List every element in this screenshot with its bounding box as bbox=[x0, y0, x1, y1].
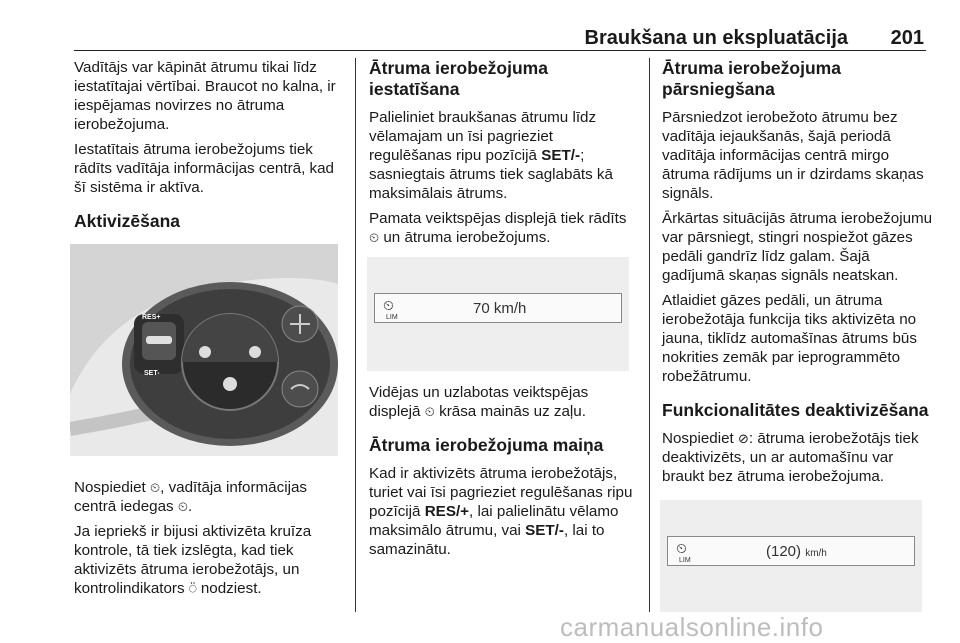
paragraph: Vadītājs var kāpināt ātrumu tikai līdz iestatītajai vērtībai. Braucot no kalna, ir iespējamas novirzes no ātruma ierobežojuma. bbox=[74, 59, 336, 133]
paragraph: Pārsniedzot ierobežoto ātrumu bez vadītāja iejaukšanās, šajā periodā vadītāja informācijas centrā mirgo ātruma rādījums un ir dzirdams skaņas signāls. bbox=[662, 109, 924, 202]
set-label: SET- bbox=[144, 370, 160, 377]
column-3 bbox=[662, 58, 934, 612]
section-heading-deactivate: Funkcionalitātes deaktivizēšana bbox=[662, 400, 929, 420]
speed-limiter-icon: ⏲ bbox=[424, 404, 435, 419]
speed-limiter-icon: ⏲ bbox=[383, 297, 394, 313]
paragraph: Iestatītais ātruma ierobežojums tiek rādīts vadītāja informācijas centrā, kad šī sistēma ir aktīva. bbox=[74, 141, 334, 196]
lim-label: LIM bbox=[679, 557, 691, 564]
paragraph: Kad ir aktivizēts ātruma ierobežotājs, turiet vai īsi pagrieziet regulēšanas ripu pozīcijā RES/+, lai palielinātu vēlamo maksimālo ātrumu, vai SET/-, lai to samazinātu. bbox=[369, 465, 633, 558]
column-2 bbox=[369, 58, 637, 565]
section-heading-exceed: Ātruma ierobežojuma pārsniegšana bbox=[662, 58, 841, 99]
section-heading-setting: Ātruma ierobežojuma iestatīšana bbox=[369, 58, 548, 99]
paragraph: Vidējas un uzlabotas veiktspējas displejā ⏲ krāsa mainās uz zaļu. bbox=[369, 384, 589, 420]
speed-limiter-icon: ⏲ bbox=[676, 540, 687, 556]
res-label: RES+ bbox=[142, 314, 161, 321]
display-speed-value: (120) km/h bbox=[766, 543, 827, 560]
paragraph: Nospiediet ⏲, vadītāja informācijas centrā iedegas ⏲. bbox=[74, 479, 308, 515]
limiter-off-icon: ⊘ bbox=[737, 431, 749, 446]
column-divider bbox=[355, 58, 356, 612]
paragraph: Atlaidiet gāzes pedāli, un ātruma ierobežotāja funkcija tiks aktivizēta no jauna, tiklīdz automašīnas ātrums būs nokrities zemāk par ieprogrammēto robežātrumu. bbox=[662, 292, 917, 385]
speed-limiter-icon: ⏲ bbox=[149, 480, 161, 495]
page-number: 201 bbox=[890, 27, 924, 49]
page-header bbox=[74, 0, 926, 51]
limiter-off-display-figure bbox=[660, 500, 922, 612]
column-1 bbox=[74, 58, 346, 604]
lim-label: LIM bbox=[386, 314, 398, 321]
paragraph: Ja iepriekš ir bijusi aktivizēta kruīza kontrole, tā tiek izslēgta, kad tiek aktivizēts ātruma ierobežotājs, un kontrolindikators ⍥ nodziest. bbox=[74, 523, 312, 597]
display-speed-value: 70 km/h bbox=[473, 300, 527, 317]
speed-limiter-icon: ⏲ bbox=[177, 499, 188, 514]
steering-wheel-controls-figure bbox=[70, 244, 338, 456]
paragraph: Pamata veiktspējas displejā tiek rādīts ⏲ un ātruma ierobežojums. bbox=[369, 210, 627, 246]
steering-wheel-illustration bbox=[70, 244, 338, 456]
display-screen bbox=[374, 293, 622, 323]
section-heading-activation: Aktivizēšana bbox=[74, 211, 181, 231]
watermark: carmanualsonline.info bbox=[560, 612, 824, 642]
paragraph: Palieliniet braukšanas ātrumu līdz vēlamajam un īsi pagrieziet regulēšanas ripu pozīcijā SET/-; sasniegtais ātrums tiek saglabāts kā maksimālais ātrums. bbox=[369, 109, 613, 202]
header-title: Braukšana un ekspluatācija bbox=[584, 27, 848, 49]
section-heading-change: Ātruma ierobežojuma maiņa bbox=[369, 435, 604, 455]
speed-limiter-icon: ⏲ bbox=[369, 230, 380, 245]
column-divider bbox=[649, 58, 650, 612]
limiter-display-figure bbox=[367, 257, 629, 371]
paragraph: Nospiediet ⊘: ātruma ierobežotājs tiek deaktivizēts, un ar automašīnu var braukt bez ātruma ierobežojuma. bbox=[662, 430, 919, 485]
display-screen bbox=[667, 536, 915, 566]
cruise-control-indicator-icon: ⍥ bbox=[188, 581, 197, 596]
paragraph: Ārkārtas situācijās ātruma ierobežojumu var pārsniegt, stingri nospiežot gāzes pedāli gandrīz līdz galam. Šajā gadījumā skaņas signāls neatskan. bbox=[662, 210, 933, 284]
